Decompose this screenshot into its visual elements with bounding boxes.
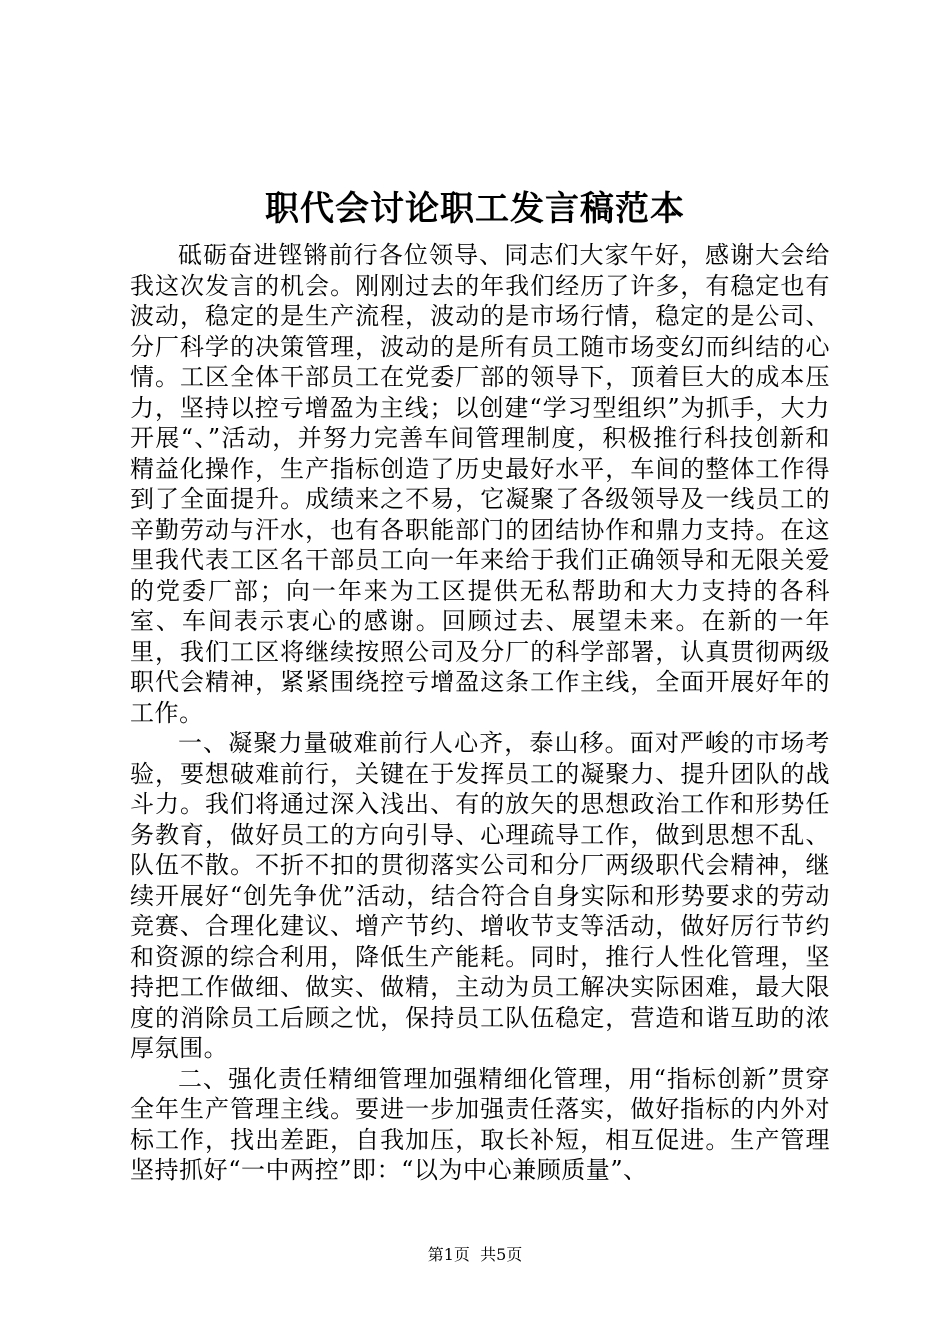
paragraph-section-two: 二、强化责任精细管理加强精细化管理，用“指标创新”贯穿全年生产管理主线。要进一步加强责任落实，做好指标的内外对标工作，找出差距，自我加压，取长补短，相互促进。生产管理坚持抓好“一中两控”即：“以为中心兼顾质量”、 — [130, 1064, 830, 1184]
document-body — [130, 240, 830, 1186]
paragraph-intro: 砥砺奋进铿锵前行各位领导、同志们大家午好，感谢大会给我这次发言的机会。刚刚过去的年我们经历了许多，有稳定也有波动，稳定的是生产流程，波动的是市场行情，稳定的是公司、分厂科学的决策管理，波动的是所有员工随市场变幻而纠结的心情。工区全体干部员工在党委厂部的领导下，顶着巨大的成本压力，坚持以控亏增盈为主线；以创建“学习型组织”为抓手，大力开展“、”活动，并努力完善车间管理制度，积极推行科技创新和精益化操作，生产指标创造了历史最好水平，车间的整体工作得到了全面提升。成绩来之不易，它凝聚了各级领导及一线员工的辛勤劳动与汗水，也有各职能部门的团结协作和鼎力支持。在这里我代表工区名干部员工向一年来给于我们正确领导和无限关爱的党委厂部；向一年来为工区提供无私帮助和大力支持的各科室、车间表示衷心的感谢。回顾过去、展望未来。在新的一年里，我们工区将继续按照公司及分厂的科学部署，认真贯彻两级职代会精神，紧紧围绕控亏增盈这条工作主线，全面开展好年的工作。 — [130, 241, 830, 727]
page-footer — [0, 1244, 950, 1266]
document-title: 职代会讨论职工发言稿范本 — [265, 189, 685, 229]
page-number-label: 第1页 共5页 — [427, 1245, 523, 1264]
paragraph-section-one: 一、凝聚力量破难前行人心齐，泰山移。面对严峻的市场考验，要想破难前行，关键在于发挥员工的凝聚力、提升团队的战斗力。我们将通过深入浅出、有的放矢的思想政治工作和形势任务教育，做好员工的方向引导、心理疏导工作，做到思想不乱、队伍不散。不折不扣的贯彻落实公司和分厂两级职代会精神，继续开展好“创先争优”活动，结合符合自身实际和形势要求的劳动竞赛、合理化建议、增产节约、增收节支等活动，做好厉行节约和资源的综合利用，降低生产能耗。同时，推行人性化管理，坚持把工作做细、做实、做精，主动为员工解决实际困难，最大限度的消除员工后顾之忧，保持员工队伍稳定，营造和谐互助的浓厚氛围。 — [130, 729, 830, 1062]
